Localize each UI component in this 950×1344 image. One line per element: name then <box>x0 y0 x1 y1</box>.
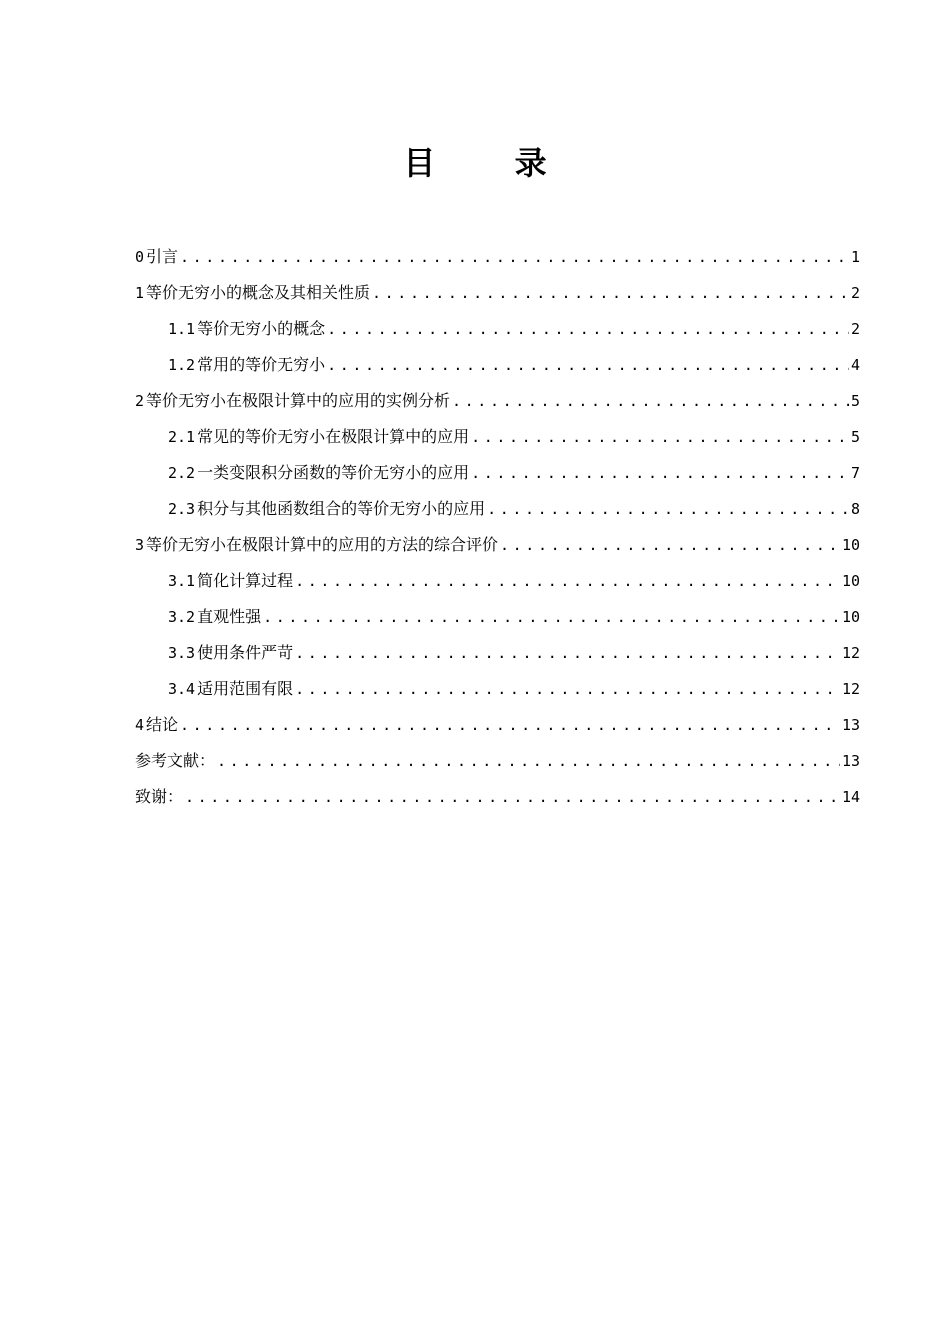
toc-leader-dots <box>295 671 840 707</box>
toc-entry-page: 10 <box>841 572 860 590</box>
toc-entry[interactable] <box>135 671 860 707</box>
toc-leader-dots <box>295 635 840 671</box>
toc-entry-text: 常用的等价无穷小 <box>197 355 326 374</box>
toc-leader-dots <box>263 599 840 635</box>
toc-leader-dots <box>180 707 840 743</box>
toc-entry-text: 常见的等价无穷小在极限计算中的应用 <box>197 427 470 446</box>
toc-leader-dots <box>487 491 849 527</box>
toc-entry-text: 引言 <box>146 247 179 266</box>
toc-entry[interactable] <box>135 635 860 671</box>
toc-leader-dots <box>180 239 849 275</box>
toc-entry-page: 5 <box>850 428 860 446</box>
toc-entry-number: 1.2 <box>168 356 196 374</box>
toc-leader-dots <box>500 527 840 563</box>
toc-entry-number: 1 <box>135 284 145 302</box>
toc-entry-text: 等价无穷小的概念 <box>197 319 326 338</box>
toc-entry-text: 等价无穷小在极限计算中的应用的实例分析 <box>146 391 451 410</box>
toc-entry-page: 14 <box>841 788 860 806</box>
toc-list <box>135 239 860 815</box>
toc-entry-number: 0 <box>135 248 145 266</box>
toc-entry-text: 积分与其他函数组合的等价无穷小的应用 <box>197 499 486 518</box>
toc-entry-page: 4 <box>850 356 860 374</box>
toc-entry-page: 10 <box>841 608 860 626</box>
toc-entry-text: 结论 <box>146 715 179 734</box>
toc-entry-page: 13 <box>841 716 860 734</box>
toc-entry-number: 3.2 <box>168 608 196 626</box>
toc-entry[interactable] <box>135 491 860 527</box>
toc-leader-dots <box>327 311 849 347</box>
toc-entry[interactable] <box>135 347 860 383</box>
toc-entry[interactable] <box>135 527 860 563</box>
toc-title: 目 录 <box>403 144 581 182</box>
toc-entry-text: 直观性强 <box>197 607 262 626</box>
toc-entry[interactable] <box>135 707 860 743</box>
toc-leader-dots <box>327 347 849 383</box>
toc-entry-page: 13 <box>841 752 860 770</box>
toc-entry-text: 使用条件严苛 <box>197 643 294 662</box>
toc-entry[interactable] <box>135 383 860 419</box>
toc-entry-text: 简化计算过程 <box>197 571 294 590</box>
toc-entry-number: 2 <box>135 392 145 410</box>
toc-entry-text: 等价无穷小的概念及其相关性质 <box>146 283 371 302</box>
toc-entry-page: 8 <box>850 500 860 518</box>
toc-leader-dots <box>295 563 840 599</box>
toc-entry[interactable] <box>135 455 860 491</box>
toc-leader-dots <box>372 275 849 311</box>
toc-entry-page: 12 <box>841 644 860 662</box>
toc-entry-page: 10 <box>841 536 860 554</box>
toc-entry-page: 5 <box>850 392 860 410</box>
toc-entry-text: 适用范围有限 <box>197 679 294 698</box>
toc-entry-number: 1.1 <box>168 320 196 338</box>
toc-leader-dots <box>452 383 849 419</box>
toc-entry-number: 3.3 <box>168 644 196 662</box>
toc-entry-number: 3.4 <box>168 680 196 698</box>
toc-entry[interactable] <box>135 779 860 815</box>
toc-entry-number: 4 <box>135 716 145 734</box>
toc-entry-page: 2 <box>850 284 860 302</box>
toc-leader-dots <box>217 743 840 779</box>
toc-leader-dots <box>471 419 849 455</box>
toc-leader-dots <box>471 455 849 491</box>
toc-entry-page: 2 <box>850 320 860 338</box>
toc-entry[interactable] <box>135 275 860 311</box>
toc-entry[interactable] <box>135 311 860 347</box>
toc-entry-text: 等价无穷小在极限计算中的应用的方法的综合评价 <box>146 535 499 554</box>
toc-entry-number: 2.2 <box>168 464 196 482</box>
toc-leader-dots <box>185 779 840 815</box>
toc-entry-text: 致谢： <box>135 787 184 806</box>
toc-entry[interactable] <box>135 419 860 455</box>
toc-entry[interactable] <box>135 239 860 275</box>
toc-entry-number: 2.3 <box>168 500 196 518</box>
toc-entry-number: 3 <box>135 536 145 554</box>
toc-entry-text: 参考文献： <box>135 751 216 770</box>
toc-entry-text: 一类变限积分函数的等价无穷小的应用 <box>197 463 470 482</box>
toc-entry-page: 1 <box>850 248 860 266</box>
toc-entry-number: 2.1 <box>168 428 196 446</box>
toc-entry[interactable] <box>135 599 860 635</box>
toc-entry-page: 12 <box>841 680 860 698</box>
toc-entry[interactable] <box>135 743 860 779</box>
toc-entry-page: 7 <box>850 464 860 482</box>
toc-entry-number: 3.1 <box>168 572 196 590</box>
toc-entry[interactable] <box>135 563 860 599</box>
